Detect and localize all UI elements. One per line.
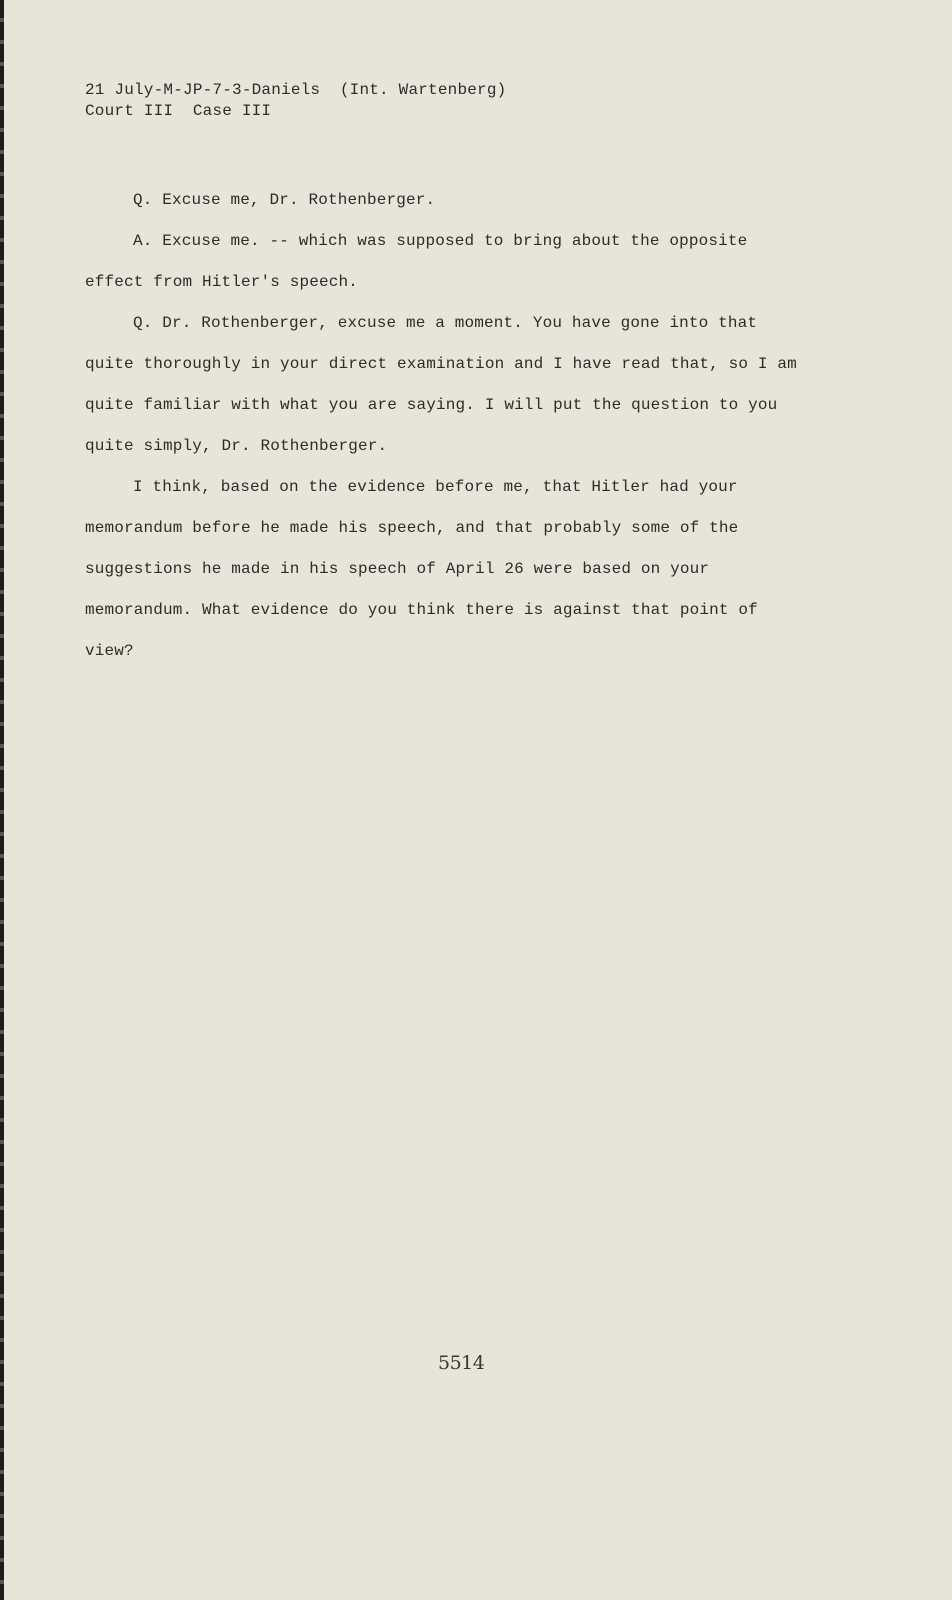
question-paragraph: Q. Dr. Rothenberger, excuse me a moment. You have gone into that quite thoroughly in your direct examination and I have read that, so I am quite familiar with what you are saying. I will put the question to you quite simply, Dr. Rothenberger. — [85, 314, 797, 455]
question-paragraph: Q. Excuse me, Dr. Rothenberger. — [133, 191, 436, 209]
scan-edge — [0, 0, 4, 1600]
answer-paragraph: A. Excuse me. -- which was supposed to bring about the opposite effect from Hitler's speech. — [85, 232, 748, 291]
question-continuation-paragraph: I think, based on the evidence before me, that Hitler had your memorandum before he made his speech, and that probably some of the suggestions he made in his speech of April 26 were based on your memorandum. What evidence do you think there is against that point of view? — [85, 478, 758, 660]
header-session-line: 21 July-M-JP-7-3-Daniels (Int. Wartenberg) — [85, 81, 507, 99]
document-header — [85, 80, 506, 122]
header-court-line: Court III Case III — [85, 102, 272, 120]
transcript-body — [85, 180, 815, 672]
page-number: 5514 — [438, 1352, 485, 1374]
